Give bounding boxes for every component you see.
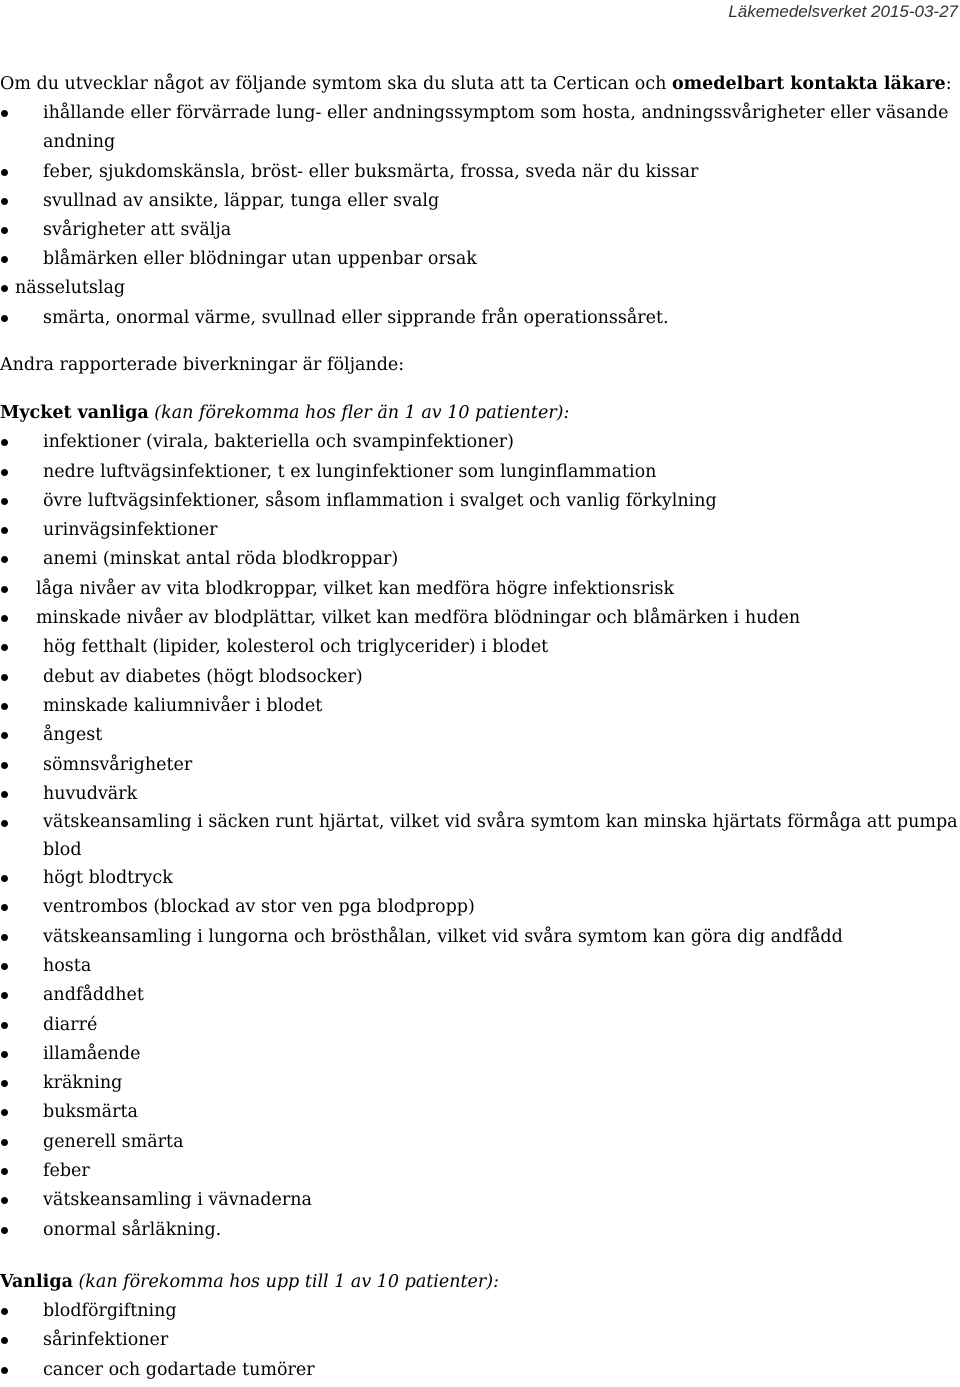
list-item: blodförgiftning [0,1297,960,1326]
list-item: andfåddhet [0,981,960,1010]
list-item: ångest [0,721,960,750]
intro-prefix: Om du utvecklar något av följande symtom ska du sluta att ta Certican och [0,74,672,94]
list-item: nässelutslag [0,274,960,303]
frequency-description: (kan förekomma hos upp till 1 av 10 patienter): [72,1271,499,1292]
list-item: nedre luftvägsinfektioner, t ex lunginfektioner som lunginflammation [0,458,960,487]
list-item: illamående [0,1040,960,1069]
list-item: högt blodtryck [0,864,960,893]
list-item: minskade kaliumnivåer i blodet [0,692,960,721]
list-item: feber [0,1157,960,1186]
list-item: debut av diabetes (högt blodsocker) [0,663,960,692]
common-effects-list [0,1297,960,1385]
section-title: Andra rapporterade biverkningar är följande: [0,354,405,375]
list-item: buksmärta [0,1098,960,1127]
list-item: hosta [0,952,960,981]
very-common-effects-list [0,428,960,1245]
list-item: blåmärken eller blödningar utan uppenbar orsak [0,245,960,274]
list-item: minskade nivåer av blodplättar, vilket kan medföra blödningar och blåmärken i huden [0,604,960,633]
list-item: vätskeansamling i säcken runt hjärtat, vilket vid svåra symtom kan minska hjärtats förmåga att pumpa blod [0,809,960,864]
list-item: låga nivåer av vita blodkroppar, vilket kan medföra högre infektionsrisk [0,575,960,604]
intro-suffix: : [945,74,952,94]
list-item: cancer och godartade tumörer [0,1356,960,1385]
list-item: onormal sårläkning. [0,1216,960,1245]
intro-emphasis: omedelbart kontakta läkare [671,74,946,94]
frequency-description: (kan förekomma hos fler än 1 av 10 patienter): [148,403,570,424]
list-item: övre luftvägsinfektioner, såsom inflammation i svalget och vanlig förkylning [0,487,960,516]
list-item: sårinfektioner [0,1326,960,1355]
list-item: vätskeansamling i vävnaderna [0,1186,960,1215]
list-item: huvudvärk [0,780,960,809]
list-item: ventrombos (blockad av stor ven pga blodpropp) [0,893,960,922]
frequency-heading-common [0,1268,960,1297]
list-item: hög fetthalt (lipider, kolesterol och triglycerider) i blodet [0,633,960,662]
frequency-label: Vanliga [0,1271,73,1292]
list-item: vätskeansamling i lungorna och brösthålan, vilket vid svåra symtom kan göra dig andfådd [0,923,960,952]
leaflet-content [0,70,960,1385]
list-item: svårigheter att svälja [0,216,960,245]
list-item: sömnsvårigheter [0,751,960,780]
list-item: ihållande eller förvärrade lung- eller andningssymptom som hosta, andningssvårigheter eller väsande andning [0,99,960,157]
page-header-date: Läkemedelsverket 2015-03-27 [728,2,958,21]
list-item: generell smärta [0,1128,960,1157]
list-item: svullnad av ansikte, läppar, tunga eller svalg [0,187,960,216]
frequency-label: Mycket vanliga [0,403,149,424]
list-item: diarré [0,1011,960,1040]
list-item: anemi (minskat antal röda blodkroppar) [0,545,960,574]
frequency-heading-very-common [0,399,960,428]
list-item: infektioner (virala, bakteriella och svampinfektioner) [0,428,960,457]
intro-paragraph [0,70,960,99]
list-item: urinvägsinfektioner [0,516,960,545]
list-item: smärta, onormal värme, svullnad eller sipprande från operationssåret. [0,304,960,333]
list-item: kräkning [0,1069,960,1098]
urgent-symptoms-list [0,99,960,333]
list-item: feber, sjukdomskänsla, bröst- eller buksmärta, frossa, sveda när du kissar [0,158,960,187]
